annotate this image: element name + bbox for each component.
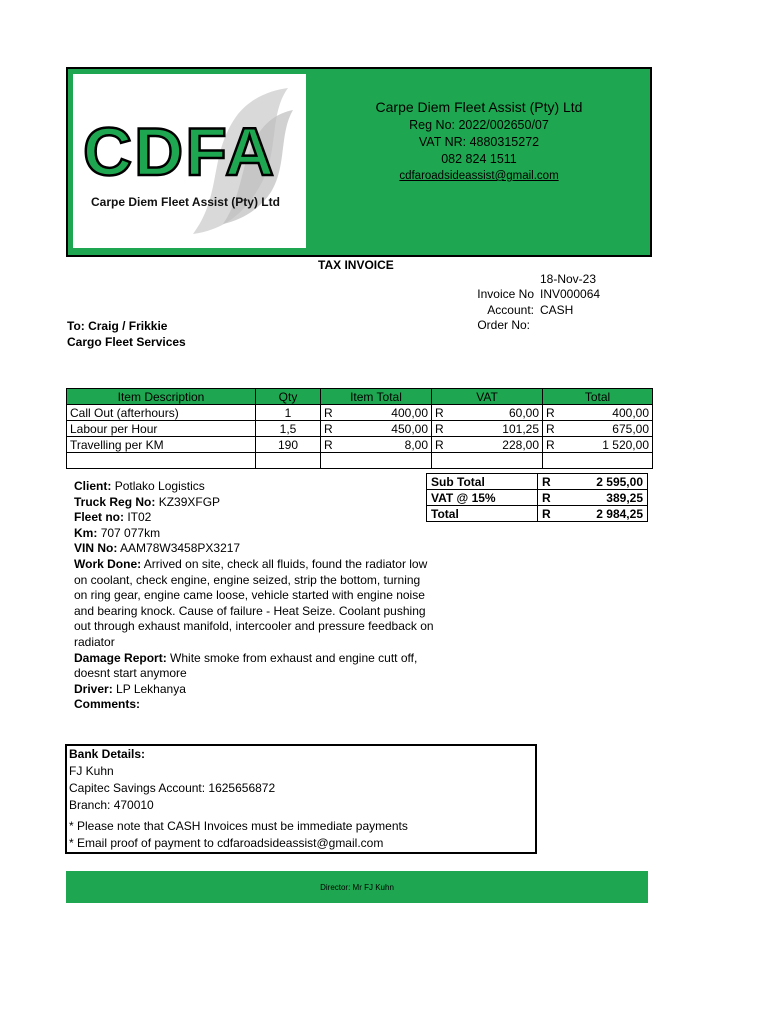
bank-heading: Bank Details:	[69, 747, 146, 761]
vat-label: VAT @ 15%	[427, 490, 538, 506]
grand-total-value: 2 984,25	[596, 506, 643, 521]
vin-label: VIN No:	[74, 541, 118, 556]
item-description: Call Out (afterhours)	[67, 405, 256, 421]
empty-cell	[256, 453, 321, 469]
company-email-link[interactable]: cdfaroadsideassist@gmail.com	[399, 170, 559, 182]
item-qty: 1,5	[256, 421, 321, 437]
truck-label: Truck Reg No:	[74, 494, 156, 509]
company-info	[308, 99, 650, 185]
item-total-value: 400,00	[391, 405, 428, 420]
currency-symbol: R	[435, 405, 444, 420]
company-reg-no: Reg No: 2022/002650/07	[409, 118, 549, 132]
item-total-cell	[321, 405, 432, 421]
item-total-value: 8,00	[404, 437, 428, 452]
item-total-cell	[321, 437, 432, 453]
bank-branch: Branch: 470010	[69, 798, 154, 812]
footer-band	[66, 871, 648, 903]
item-line-total-value: 400,00	[612, 405, 649, 420]
comments-label: Comments:	[74, 697, 141, 712]
currency-symbol: R	[542, 490, 551, 505]
logo-letters: CDFA	[83, 114, 277, 190]
vin-line	[74, 541, 434, 557]
col-header-total: Total	[543, 389, 653, 405]
bank-details-box	[65, 744, 537, 854]
company-name: Carpe Diem Fleet Assist (Pty) Ltd	[375, 99, 583, 115]
job-details	[74, 479, 434, 713]
item-line-total-cell	[543, 405, 653, 421]
item-description: Travelling per KM	[67, 437, 256, 453]
account-value: CASH	[540, 303, 574, 317]
col-header-vat: VAT	[432, 389, 543, 405]
document-title: TAX INVOICE	[318, 258, 394, 272]
currency-symbol: R	[435, 421, 444, 436]
item-line-total-cell	[543, 421, 653, 437]
client-line	[74, 479, 434, 495]
empty-cell	[321, 453, 432, 469]
item-qty: 1	[256, 405, 321, 421]
driver-value: LP Lekhanya	[116, 681, 186, 696]
payment-note-2: * Email proof of payment to cdfaroadsideassist@gmail.com	[69, 836, 384, 850]
subtotal-label: Sub Total	[427, 474, 538, 490]
bank-holder: FJ Kuhn	[69, 764, 114, 778]
order-no-label: Order No:	[477, 318, 530, 332]
fleet-line	[74, 510, 434, 526]
items-header-row	[67, 389, 653, 405]
recipient-company: Cargo Fleet Services	[67, 335, 186, 349]
client-value: Potlako Logistics	[114, 479, 205, 493]
fleet-label: Fleet no:	[74, 510, 124, 525]
empty-cell	[543, 453, 653, 469]
account-label: Account:	[487, 303, 534, 317]
empty-cell	[432, 453, 543, 469]
item-line-total-value: 675,00	[612, 421, 649, 436]
company-logo	[73, 74, 306, 248]
col-header-qty: Qty	[256, 389, 321, 405]
driver-line	[74, 682, 434, 698]
item-qty: 190	[256, 437, 321, 453]
director-text: Director: Mr FJ Kuhn	[320, 882, 394, 892]
vat-value: 389,25	[606, 490, 643, 505]
bank-account: Capitec Savings Account: 1625656872	[69, 781, 276, 795]
company-vat-nr: VAT NR: 4880315272	[418, 135, 540, 149]
driver-label: Driver:	[74, 681, 113, 696]
damage-line	[74, 651, 434, 682]
currency-symbol: R	[546, 421, 555, 436]
vin-value: AAM78W3458PX3217	[120, 541, 241, 556]
grand-total-row	[427, 506, 648, 522]
km-value: 707 077km	[100, 525, 161, 540]
client-label: Client:	[74, 479, 112, 493]
currency-symbol: R	[324, 421, 333, 436]
comments-line	[74, 697, 434, 713]
grand-total-cell	[538, 506, 648, 522]
truck-value: KZ39XFGP	[158, 494, 221, 509]
damage-label: Damage Report:	[74, 650, 167, 665]
km-label: Km:	[74, 525, 98, 540]
col-header-item-total: Item Total	[321, 389, 432, 405]
truck-line	[74, 495, 434, 511]
subtotal-row	[427, 474, 648, 490]
item-vat-value: 228,00	[502, 437, 539, 452]
km-line	[74, 526, 434, 542]
item-description: Labour per Hour	[67, 421, 256, 437]
table-row-empty	[67, 453, 653, 469]
company-phone: 082 824 1511	[441, 152, 517, 166]
currency-symbol: R	[546, 437, 555, 452]
items-table	[66, 388, 653, 469]
vat-cell	[538, 490, 648, 506]
item-total-value: 450,00	[391, 421, 428, 436]
currency-symbol: R	[542, 506, 551, 521]
table-row	[67, 421, 653, 437]
item-total-cell	[321, 421, 432, 437]
item-vat-value: 101,25	[502, 421, 539, 436]
invoice-no-value: INV000064	[540, 287, 601, 301]
item-vat-cell	[432, 405, 543, 421]
invoice-date: 18-Nov-23	[540, 272, 597, 286]
currency-symbol: R	[324, 405, 333, 420]
totals-table	[426, 473, 648, 522]
item-vat-cell	[432, 437, 543, 453]
table-row	[67, 405, 653, 421]
work-done-value: Arrived on site, check all fluids, found the radiator low on coolant, check engine, engine seized, strip the bottom, turning on ring gear, engine came loose, vehicle started with engine noise and bearing knock. Cause of failure - Heat Seize. Coolant pushing out through exhaust manifold, intercooler and pressure feedback on radiator	[74, 556, 434, 649]
currency-symbol: R	[435, 437, 444, 452]
subtotal-value: 2 595,00	[596, 474, 643, 489]
currency-symbol: R	[546, 405, 555, 420]
currency-symbol: R	[324, 437, 333, 452]
logo-caption: Carpe Diem Fleet Assist (Pty) Ltd	[91, 195, 280, 209]
damage-value: White smoke from exhaust and engine cutt off, doesnt start anymore	[74, 650, 418, 681]
work-done-label: Work Done:	[74, 556, 142, 571]
vat-row	[427, 490, 648, 506]
item-vat-cell	[432, 421, 543, 437]
payment-note-1: * Please note that CASH Invoices must be immediate payments	[69, 819, 408, 833]
currency-symbol: R	[542, 474, 551, 489]
item-line-total-value: 1 520,00	[602, 437, 649, 452]
fleet-value: IT02	[127, 510, 152, 525]
item-line-total-cell	[543, 437, 653, 453]
item-vat-value: 60,00	[508, 405, 539, 420]
table-row	[67, 437, 653, 453]
invoice-no-label: Invoice No	[477, 287, 534, 301]
work-done-line	[74, 557, 434, 651]
grand-total-label: Total	[427, 506, 538, 522]
subtotal-cell	[538, 474, 648, 490]
col-header-description: Item Description	[67, 389, 256, 405]
empty-cell	[67, 453, 256, 469]
company-header	[66, 67, 652, 257]
recipient-to: To: Craig / Frikkie	[67, 319, 168, 333]
